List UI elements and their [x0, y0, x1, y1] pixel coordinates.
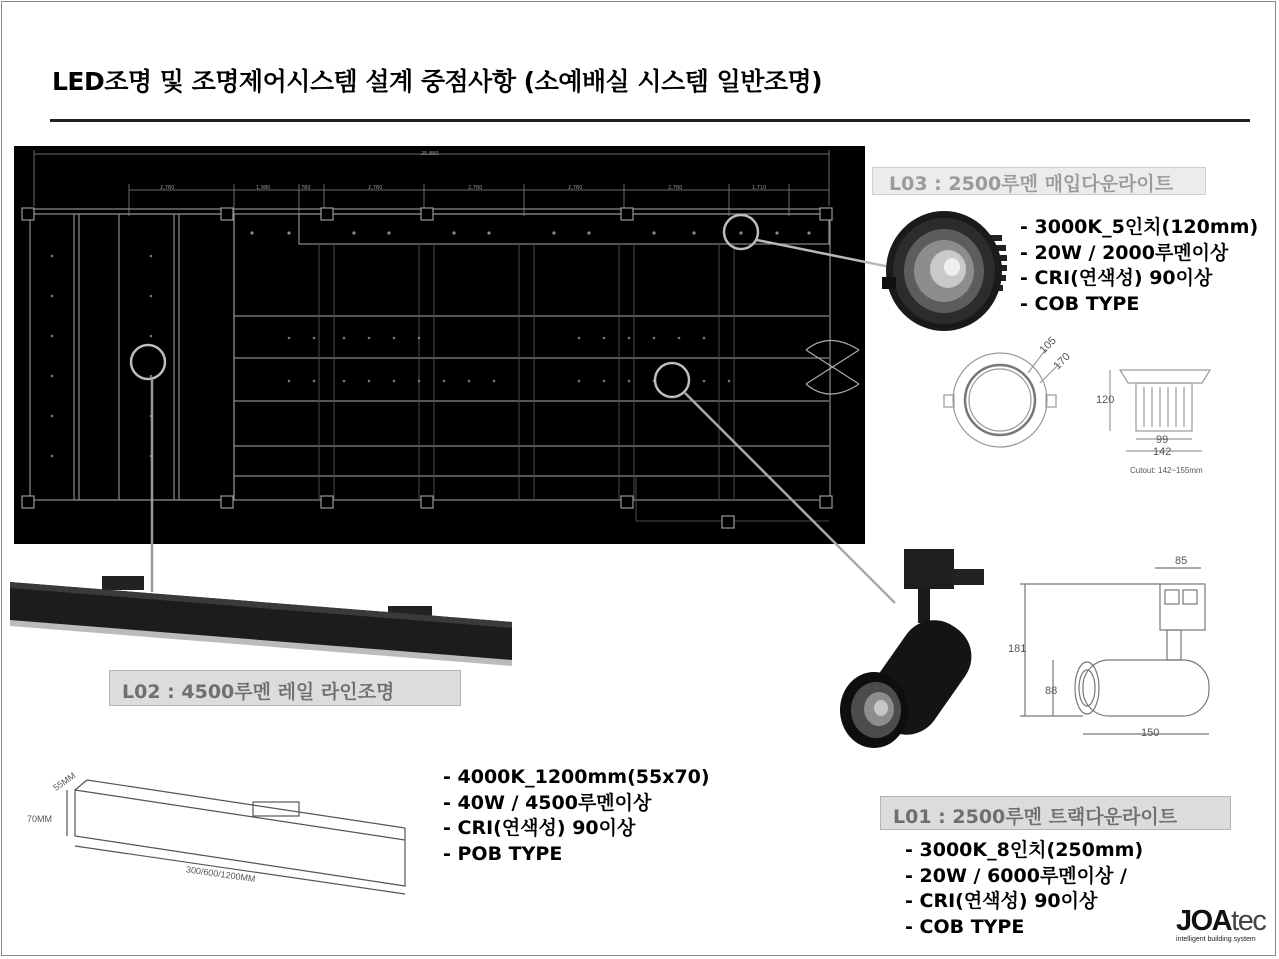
- l02-spec-item: - POB TYPE: [443, 842, 563, 865]
- l03-spec-item: - COB TYPE: [1020, 292, 1140, 315]
- l03-dim-inner: 99: [1156, 434, 1169, 446]
- l02-spec-list: [443, 765, 710, 867]
- logo-brand-bold: JOA: [1176, 905, 1232, 937]
- plan-dimension-4: 2,760: [368, 185, 383, 191]
- logo-tagline: intelligent building system: [1176, 936, 1256, 943]
- plan-dimension-5: 2,760: [468, 185, 483, 191]
- plan-dimension-1: 2,760: [160, 185, 175, 191]
- plan-dimension-2: 1,980: [256, 185, 271, 191]
- l03-dim-outer: 142: [1153, 446, 1172, 458]
- l02-line-light-image: [6, 570, 518, 670]
- l01-dim-length: 150: [1141, 727, 1160, 739]
- l02-spec-item: - 4000K_1200mm(55x70): [443, 766, 710, 788]
- l03-dim-105: 105: [1037, 335, 1059, 357]
- l03-dim-height: 120: [1096, 394, 1115, 406]
- joatec-logo: [1176, 906, 1268, 948]
- l03-dim-170: 170: [1051, 350, 1073, 373]
- plan-dimension-6: 2,760: [568, 185, 583, 191]
- l02-dim-height: 70MM: [27, 814, 53, 824]
- plan-total-dimension: 25,880: [421, 151, 439, 157]
- l03-dimension-drawing: [940, 335, 1220, 480]
- l03-spec-item: - 3000K_5인치(120mm): [1020, 216, 1259, 238]
- l02-spec-item: - 40W / 4500루멘이상: [443, 791, 652, 814]
- l01-dim-diameter: 88: [1045, 685, 1058, 697]
- l03-downlight-image: [880, 195, 1025, 345]
- l03-spec-item: - CRI(연색성) 90이상: [1020, 267, 1213, 289]
- plan-dimension-8: 1,710: [752, 185, 767, 191]
- page-title: LED조명 및 조명제어시스템 설계 중점사항 (소예배실 시스템 일반조명): [52, 67, 823, 96]
- logo-wordmark: [1176, 906, 1265, 936]
- plan-dimension-7: 2,760: [668, 185, 683, 191]
- l01-dim-height: 181: [1008, 643, 1027, 655]
- l02-dim-depth: 55MM: [51, 770, 78, 793]
- l01-spec-item: - 20W / 6000루멘이상 /: [905, 864, 1127, 887]
- l02-dimension-drawing: [25, 760, 420, 895]
- l02-dim-length: 300/600/1200MM: [185, 864, 257, 884]
- l03-spec-list: [1020, 215, 1258, 317]
- l03-cutout-note: Cutout: 142~155mm: [1130, 466, 1203, 475]
- l02-label: L02 : 4500루멘 레일 라인조명: [109, 670, 461, 706]
- l01-label: L01 : 2500루멘 트랙다운라이트: [880, 796, 1231, 830]
- l01-spec-item: - CRI(연색성) 90이상: [905, 890, 1098, 912]
- l01-spec-item: - COB TYPE: [905, 915, 1025, 938]
- l01-spec-list: [905, 838, 1143, 940]
- l03-spec-item: - 20W / 2000루멘이상: [1020, 241, 1229, 264]
- l01-spec-item: - 3000K_8인치(250mm): [905, 839, 1144, 861]
- logo-brand-light: tec: [1231, 905, 1266, 937]
- l01-track-light-image: [832, 545, 992, 755]
- plan-dimension-3: 780: [301, 185, 311, 191]
- l01-dimension-drawing: [1005, 550, 1245, 745]
- l01-dim-width: 85: [1175, 555, 1188, 567]
- l03-label: L03 : 2500루멘 매입다운라이트: [872, 167, 1206, 195]
- l02-spec-item: - CRI(연색성) 90이상: [443, 817, 636, 839]
